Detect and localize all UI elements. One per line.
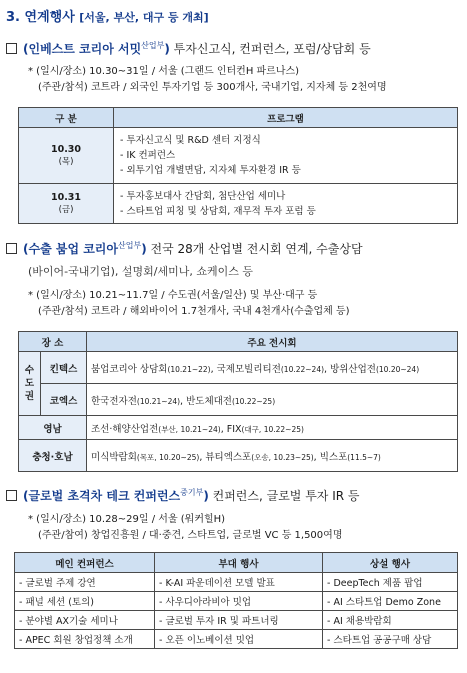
event3-content: 컨퍼런스, 글로벌 투자 IR 등 <box>212 489 360 503</box>
table-cell: - AI 스타트업 Demo Zone <box>323 592 458 611</box>
event3-meta-line2: (주관/참여) 창업진흥원 / 대·중견, 스타트업, 글로벌 VC 등 1,500여명 <box>38 530 343 541</box>
event1-content: 투자신고식, 컨퍼런스, 포럼/상담회 등 <box>173 42 371 56</box>
event2-name: (수출 붐업 코리아$^{산업부}$) <box>23 241 147 256</box>
exhibition-cell: 조선·해양산업전(부산, 10.21~24), FIX(대구, 10.22~25) <box>87 416 458 440</box>
event1-name: (인베스트 코리아 서밋$^{산업부}$) <box>23 41 170 56</box>
exhibition-cell: 붐업코리아 상담회(10.21~22), 국제모빌리티전(10.22~24), 방위산업전(10.20~24) <box>87 352 458 384</box>
table-cell: - 사우디아라비아 밋업 <box>155 592 323 611</box>
event1-meta-line2: (주관/참석) 코트라 / 외국인 투자기업 등 300개사, 국내기업, 지자체 등 2천여명 <box>38 82 387 93</box>
date-cell: 10.31 (금) <box>19 184 114 224</box>
exhibition-cell: 한국전자전(10.21~24), 반도체대전(10.22~25) <box>87 384 458 416</box>
event1-meta-line1: * (일시/장소) 10.30~31일 / 서울 (그랜드 인터컨H 파르나스) <box>28 66 300 77</box>
event2-heading <box>6 240 363 257</box>
event2-content-line2: (바이어-국내기업), 설명회/세미나, 쇼케이스 등 <box>28 265 254 278</box>
venue-cell: 충청·호남 <box>19 440 87 472</box>
table-cell: - K-AI 파운데이션 모델 발표 <box>155 573 323 592</box>
table-cell: - 패널 세션 (토의) <box>15 592 155 611</box>
event2-content: 전국 28개 산업별 전시회 연계, 수출상담 <box>150 242 363 256</box>
table-cell: - 분야별 AX기술 세미나 <box>15 611 155 630</box>
program-item: - 투자신고식 및 R&D 센터 지정식 <box>120 135 261 146</box>
program-item: - 스타트업 피칭 및 상담회, 재무적 투자 포럼 등 <box>120 205 316 217</box>
table-cell: - 스타트업 공공구매 상담 <box>323 630 458 649</box>
program-item: - 외투기업 개별면담, 지자체 투자환경 IR 등 <box>120 165 301 176</box>
table-cell: - 글로벌 투자 IR 및 파트너링 <box>155 611 323 630</box>
program-item: - 투자홍보대사 간담회, 첨단산업 세미나 <box>120 190 286 202</box>
checkbox-icon <box>6 43 17 54</box>
date-cell: 10.30 (목) <box>19 128 114 184</box>
region-sudo-cell: 수 도 권 <box>19 352 41 416</box>
event2-meta <box>28 288 350 320</box>
table-cell: - AI 채용박람회 <box>323 611 458 630</box>
event1-ministry: 산업부 <box>141 41 165 50</box>
section-subtitle: [서울, 부산, 대구 등 개최] <box>79 11 209 24</box>
checkbox-icon <box>6 243 17 254</box>
event3-meta <box>28 512 342 544</box>
table-cell: - 오픈 이노베이션 밋업 <box>155 630 323 649</box>
table-row <box>19 184 458 224</box>
table-header: 상설 행사 <box>323 553 458 573</box>
event3-ministry: 중기부 <box>180 488 204 497</box>
event2-meta-line1: * (일시/장소) 10.21~11.7일 / 수도권(서울/일산) 및 부산·대구 등 <box>28 290 318 301</box>
table-row <box>15 573 458 592</box>
section-number: 3. <box>6 10 20 25</box>
event3-heading <box>6 487 360 504</box>
event2-exhibition-table <box>18 331 458 472</box>
table-cell: - 글로벌 주제 강연 <box>15 573 155 592</box>
event3-program-table <box>14 552 458 649</box>
table-row <box>19 416 458 440</box>
event2-ministry: 산업부 <box>118 241 142 250</box>
program-cell <box>114 184 458 224</box>
event2-meta-line2: (주관/참석) 코트라 / 해외바이어 1.7천개사, 국내 4천개사(수출업체 등) <box>38 306 350 317</box>
exhibition-cell: 미식박람회(목포, 10.20~25), 뷰티엑스포(오송, 10.23~25), 빅스포(11.5~7) <box>87 440 458 472</box>
table-row <box>15 630 458 649</box>
table-header: 장 소 <box>19 332 87 352</box>
section-title <box>6 6 209 25</box>
program-item: - IK 컨퍼런스 <box>120 150 176 161</box>
table-header: 주요 전시회 <box>87 332 458 352</box>
table-header: 프로그램 <box>114 108 458 128</box>
table-header: 구 분 <box>19 108 114 128</box>
venue-cell: 코엑스 <box>41 384 87 416</box>
program-cell <box>114 128 458 184</box>
table-row <box>19 128 458 184</box>
table-row <box>19 352 458 384</box>
table-row <box>19 440 458 472</box>
event3-meta-line1: * (일시/장소) 10.28~29일 / 서울 (워커힐H) <box>28 514 226 525</box>
table-cell: - DeepTech 제품 팝업 <box>323 573 458 592</box>
table-cell: - APEC 회원 창업정책 소개 <box>15 630 155 649</box>
event1-heading <box>6 40 371 57</box>
venue-cell: 영남 <box>19 416 87 440</box>
table-header: 부대 행사 <box>155 553 323 573</box>
section-title-text: 연계행사 <box>24 10 75 25</box>
event1-meta <box>28 64 387 96</box>
event3-name: (글로벌 초격차 테크 컨퍼런스$^{중기부}$) <box>23 488 209 503</box>
venue-cell: 킨텍스 <box>41 352 87 384</box>
table-row <box>19 384 458 416</box>
checkbox-icon <box>6 490 17 501</box>
table-row <box>15 611 458 630</box>
table-header: 메인 컨퍼런스 <box>15 553 155 573</box>
table-row <box>15 592 458 611</box>
event1-program-table <box>18 107 458 224</box>
